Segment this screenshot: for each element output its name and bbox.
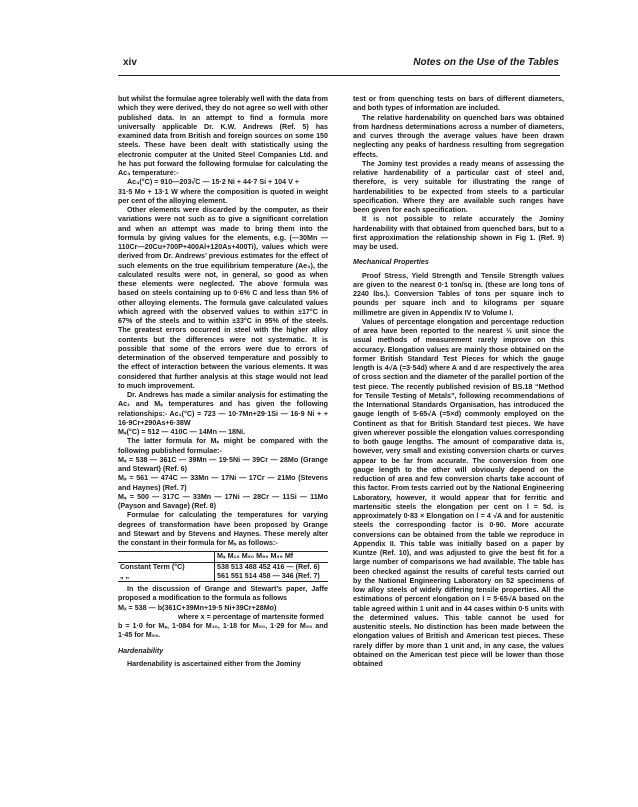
table-row — [118, 572, 328, 582]
paragraph: but whilst the formulae agree tolerably well with the data from which they were derived, they do not agree so well with other published data. In an attempt to find a formula more universally applicable Dr. K.W. Andrews (Ref. 5) has examined data from British and foreign sources on some 150 steels. These have been dealt with statistically using the electronic computer at the United Steel Companies Ltd. and he has put forward the following formulae for calculating the Ac₃ temperature:- — [118, 95, 328, 177]
paragraph: The relative hardenability on quenched bars was obtained from hardness determinations across a number of diameters, and curves through the average values have been drawn neglecting any peaks of hardness resulting from segregation effects. — [353, 113, 564, 159]
paragraph: test or from quenching tests on bars of different diameters, and both types of information are included. — [353, 95, 564, 113]
table-cell: Constant Term (°C) — [118, 562, 215, 572]
section-heading-mechanical-properties: Mechanical Properties — [353, 258, 429, 267]
right-column — [353, 95, 564, 669]
page-number: xiv — [123, 57, 137, 68]
paragraph: Formulae for calculating the temperatures for varying degrees of transformation have been proposed by Grange and Stewart and by Stevens and Haynes. These merely alter the constant in their formula for Mₛ as follows:- — [118, 511, 328, 547]
formula-jaffe: Mₓ = 538 — b(361C+39Mn+19·5 Ni+39Cr+28Mo) — [118, 603, 277, 612]
header-rule — [118, 75, 560, 76]
page-header — [123, 57, 559, 71]
table-cell: „ „ — [118, 572, 215, 582]
paragraph: In the discussion of Grange and Stewart’s paper, Jaffe proposed a modification to the formula as follows — [118, 585, 328, 603]
paragraph: Hardenability is ascertained either from the Jominy — [127, 659, 301, 668]
paragraph: Dr. Andrews has made a similar analysis for estimating the Ac₁ and Mₛ temperatures and has given the following relationships:- Ac₁(°C) = 723 — 10·7Mn+29·1Si — 16·9 Ni + + 16·9Cr+290As+6·38W — [118, 391, 328, 427]
paragraph: Values of percentage elongation and percentage reduction of area have been reported to the nearest ½ unit since the usual methods of measurement rarely improve on this accuracy. Elongation values are mainly those obtained on the former British Standard Test Pieces for which the gauge length is 4√A (=3·54d) where A and d are respectively the area of cross section and the diameter of the parallel portion of the test piece. The recently published revision of BS.18 “Method for Tensile Testing of Metals”, following recommendations of the International Standards Organisation, has introduced the gauge length of 5·65√A (=5×d) commonly employed on the Continent as that for British Standard test pieces. We have given wherever possible the elongation values corresponding to both gauge lengths. The amount of comparative data is, however, very small and existing conversion charts or curves appear to be far from accurate. The conversion from one gauge length to the other will obviously depend on the reduction of area and few conversion charts take account of this factor. From tests carried out by the National Engineering Laboratory, however, it would appear that for ferritic and martensitic steels the elongation per cent on l = 5d. is approximately 0·83 × Elongation on l = 4 √A and for austenitic steels the corresponding factor is 0·90. More accurate conversions can be obtained from the table we reproduce in Appendix II. This table was initially based on a paper by Kuntze (Ref. 10), and was adjusted to give the best fit for a large number of comparisons we had available. The table has been checked against the results of careful tests carried out by the National Engineering Laboratory on 52 specimens of low alloy steels of widely differing tensile properties. All the estimations of percent elongation on l = 5·65√A based on the table agreed within 1 unit and in 44 cases within 0·5 units with the determined values. This table cannot be used for austenitic steels. No distinction has been made between the elongation values of British and American test pieces. These rarely differ by more than 1 unit and, in any case, the values obtained on the American test piece will be lower than those obtained — [353, 317, 564, 668]
transformation-constants-table — [118, 551, 328, 582]
formula-jaffe-note: where x = percentage of martensite formed — [178, 612, 324, 621]
paragraph: The latter formula for Mₛ might be compared with the following published formulae:- — [118, 437, 328, 455]
formula-payson-savage: Mₛ = 500 — 317C — 33Mn — 17Ni — 28Cr — 11Si — 11Mo (Payson and Savage) (Ref. 8) — [118, 492, 328, 510]
paragraph: Other elements were discarded by the computer, as their variations were not such as to give a significant correlation and when an attempt was made to bring them into the formula by giving values for the elements, e.g. (—30Mn —110Cr—20Cu+700P+400Al+120As+400Ti), values which were derived from Dr. Andrews’ previous estimates for the effect of such elements on the true equilibrium temperature (Ae₃), the calculated results were not, in general, so good as when these elements were neglected. The above formula was based on steels containing up to 0·6% C and less than 5% of other alloying elements. The formula gave calculated values which agreed with the observed values to within ±17°C in 67% of the steels and to within ±33°C in 95% of the steels. The greatest errors occurred in steel with the higher alloy contents but the differences were not systematic. It is possible that some of the errors were due to errors of determination of the observed temperature and possibly to the effect of interaction between the various elements. It was considered that further analysis at this stage would not lead to much improvement. — [118, 206, 328, 390]
table-cell: 561 551 514 458 — 346 (Ref. 7) — [215, 572, 329, 582]
table-header-cell — [118, 552, 215, 562]
section-heading-hardenability: Hardenability — [118, 646, 164, 655]
formula-stevens-haynes: Mₛ = 561 — 474C — 33Mn — 17Ni — 17Cr — 21Mo (Stevens and Haynes) (Ref. 7) — [118, 474, 328, 492]
paragraph: b = 1·0 for Mₛ, 1·084 for M₁₀, 1·18 for M₅₀, 1·29 for M₉₀ and 1·45 for M₉₉. — [118, 622, 328, 640]
paragraph: Proof Stress, Yield Strength and Tensile Strength values are given to the nearest 0·1 ton/sq in. (these are long tons of 2240 lbs.). Conversion Tables of tons per square inch to pounds per square inch and to kilograms per square millimetre are given in Appendix IV to Volume I. — [353, 271, 564, 317]
table-header-row — [118, 552, 328, 562]
formula-ac3-continued: 31·5 Mo + 13·1 W where the composition is quoted in weight per cent of the alloying element. — [118, 187, 328, 205]
table-row — [118, 562, 328, 572]
formula-ac3: Ac₃(°C) = 910—203√̅C — 15·2 Ni + 44·7 Si + 104 V + — [127, 178, 300, 187]
formula-ms: Mₛ(°C) = 512 — 410C — 14Mn — 18Ni. — [118, 428, 246, 436]
paragraph: The Jominy test provides a ready means of assessing the relative hardenability of a particular cast of steel and, therefore, is very suitable for illustrating the range of hardenabilities to be expected from steels to a particular specification. Where they are available such ranges have been given for each specification. — [353, 159, 564, 214]
table-cell: 538 513 488 452 416 — (Ref. 6) — [217, 562, 320, 571]
left-column — [118, 95, 328, 669]
paragraph: It is not possible to relate accurately the Jominy hardenability with that obtained from quenched bars, but to a first approximation the relationship shown in Fig 1. (Ref. 9) may be used. — [353, 215, 564, 251]
running-title: Notes on the Use of the Tables — [413, 57, 559, 68]
table-header-cell: Mₛ M₁₀ M₅₀ M₉₀ M₉₉ Mf — [215, 552, 329, 562]
formula-grange-stewart: Mₛ = 538 — 361C — 39Mn — 19·5Ni — 39Cr — 28Mo (Grange and Stewart) (Ref. 6) — [118, 455, 328, 473]
